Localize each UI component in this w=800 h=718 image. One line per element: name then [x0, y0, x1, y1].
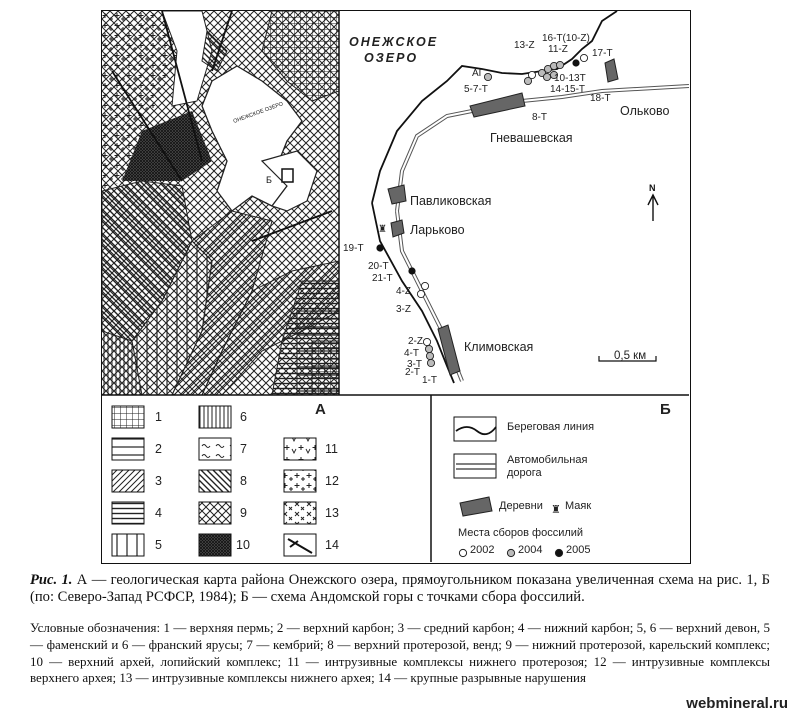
point-label: 17-T	[592, 48, 613, 59]
legend-swatch-9	[199, 502, 231, 524]
point-label: 10-13T	[554, 73, 586, 84]
lake-label-b-1: ОНЕЖСКОЕ	[349, 35, 439, 49]
point-label: 19-T	[343, 243, 364, 254]
village-symbol	[460, 497, 492, 516]
legend-num: 5	[155, 538, 162, 552]
point-label: 1-T	[422, 375, 437, 386]
legend-swatch-8	[199, 470, 231, 492]
figure-frame	[101, 10, 691, 564]
point-label: 18-T	[590, 93, 611, 104]
point-label: 20-T	[368, 261, 389, 272]
legend-shoreline-label: Береговая линия	[507, 421, 595, 433]
legend-swatch-10	[199, 534, 231, 556]
village-label: Ольково	[620, 104, 670, 118]
village-label: Павликовская	[410, 194, 492, 208]
legend-num: 6	[240, 410, 247, 424]
legend-year-2005: 2005	[566, 544, 591, 556]
point-label: 13-Z	[514, 40, 535, 51]
legend-year-2002: 2002	[470, 544, 495, 556]
lake-label-a: ОНЕЖСКОЕ ОЗЕРО	[232, 101, 285, 125]
legend-swatch-4	[112, 502, 144, 524]
point-label: 14-15-T	[550, 84, 586, 95]
legend-num: 1	[155, 410, 162, 424]
legend-num: 11	[325, 442, 338, 456]
inset-box	[282, 169, 293, 182]
point-label: 2-Z	[408, 336, 423, 347]
point-label: 11-Z	[548, 44, 568, 55]
legend-num: 2	[155, 442, 162, 456]
point-label: 5-7-T	[464, 84, 488, 95]
box-label-a: Б	[266, 175, 272, 185]
legend-year-2004: 2004	[518, 544, 543, 556]
point-label: 8-T	[532, 112, 547, 123]
legend-swatch-2	[112, 438, 144, 460]
point-label: 3-Z	[396, 304, 411, 315]
legend-num: 7	[240, 442, 247, 456]
watermark: webmineral.ru	[682, 693, 792, 714]
village-label: Ларьково	[410, 223, 465, 237]
figure-number: Рис. 1.	[30, 572, 73, 588]
legend-road-label: Автомобильная дорога	[507, 454, 588, 479]
legend-swatch-13	[284, 502, 316, 524]
legend-swatch-11	[284, 438, 316, 460]
north-label: N	[649, 183, 656, 193]
lighthouse-symbol-icon: ♜	[551, 504, 561, 516]
legend-swatch-5	[112, 534, 144, 556]
lighthouse-icon: ♜	[378, 224, 387, 235]
caption-text: А — геологическая карта района Онежского озера, прямоугольником показана увеличенная схема на рис. 1, Б (по: Северо-Запад РСФСР, 1984); Б — схема Андомской горы с точками сбора фоссилий.	[30, 572, 770, 605]
village-label: Климовская	[464, 340, 534, 354]
legend-swatch-3	[112, 470, 144, 492]
scale-label: 0,5 км	[614, 350, 647, 362]
legend-swatch-6	[199, 406, 231, 428]
legend-a	[112, 406, 316, 556]
legend-num: 10	[236, 538, 250, 552]
legend-lighthouse-label: Маяк	[565, 500, 592, 512]
legend-num: 4	[155, 506, 162, 520]
legend-swatch-12	[284, 470, 316, 492]
point-label: 2-T	[405, 367, 420, 378]
village-label: Гневашевская	[490, 131, 573, 145]
figure-caption	[30, 572, 770, 606]
point-label: 16-T(10-Z)	[542, 33, 590, 44]
point-label: АГ	[472, 68, 485, 79]
point-label: 4-T	[404, 348, 419, 359]
point-label: 4-Z	[396, 286, 411, 297]
legend-num: 14	[325, 538, 339, 552]
lake-label-b-2: ОЗЕРО	[364, 51, 419, 65]
legend-num: 3	[155, 474, 162, 488]
legend-swatch-7	[199, 438, 231, 460]
village-gnevashevskaya	[470, 93, 525, 117]
legend-num: 8	[240, 474, 247, 488]
legend-swatch-1	[112, 406, 144, 428]
legend-villages-label: Деревни	[499, 500, 543, 512]
legend-sites-title: Места сборов фоссилий	[458, 527, 584, 539]
point-label: 3-T	[407, 359, 422, 370]
panel-a-label: А	[315, 401, 326, 418]
legend-description: Условные обозначения: 1 — верхняя пермь; 2 — верхний карбон; 3 — средний карбон; 4 — нижний карбон; 5, 6 — верхний девон, 5 — фаменский и 6 — франский ярусы; 7 — кембрий; 8 — верхний протерозой, венд; 9 — нижний протерозой, карельский комплекс; 10 — верхний архей, лопийский комплекс; 11 — интрузивные комплексы нижнего протерозоя; 12 — интрузивные комплексы верхнего архея; 13 — интрузивные комплексы нижнего архея; 14 — крупные разрывные нарушения	[30, 620, 770, 686]
north-arrow-icon	[648, 195, 658, 221]
legend-num: 9	[240, 506, 247, 520]
legend-num: 12	[325, 474, 339, 488]
panel-b-label: Б	[660, 401, 671, 418]
point-label: 21-T	[372, 273, 393, 284]
legend-num: 13	[325, 506, 339, 520]
